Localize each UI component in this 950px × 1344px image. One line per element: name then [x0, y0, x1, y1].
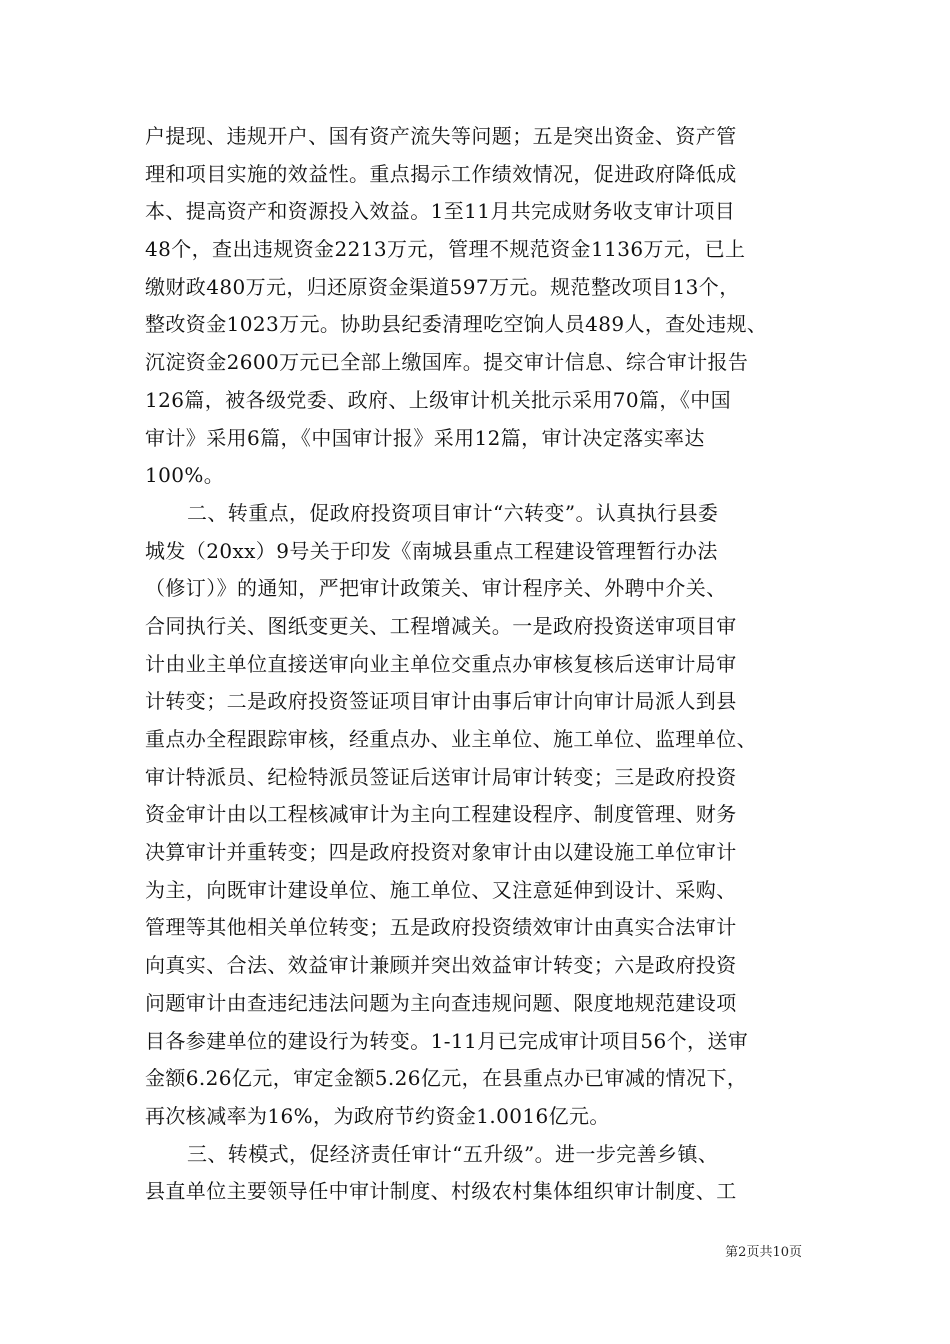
- text-line: 户提现、违规开户、国有资产流失等问题；五是突出资金、资产管: [145, 124, 737, 148]
- page-number-footer: 第2页共10页: [725, 1245, 802, 1260]
- text-line: 计由业主单位直接送审向业主单位交重点办审核复核后送审计局审: [145, 651, 737, 676]
- paragraph-first-line: 二、转重点，促政府投资项目审计“六转变”。认真执行县委: [187, 500, 719, 525]
- text-line: 决算审计并重转变；四是政府投资对象审计由以建设施工单位审计: [145, 840, 737, 865]
- text-line: 100%。: [145, 463, 225, 488]
- text-line: 目各参建单位的建设行为转变。1-11月已完成审计项目56个，送审: [145, 1028, 749, 1053]
- text-line: 审计》采用6篇，《中国审计报》采用12篇，审计决定落实率达: [145, 425, 705, 450]
- text-line: 重点办全程跟踪审核，经重点办、业主单位、施工单位、监理单位、: [145, 727, 757, 751]
- text-line: 整改资金1023万元。协助县纪委清理吃空饷人员489人，查处违规、: [145, 312, 768, 337]
- text-line: 计转变；二是政府投资签证项目审计由事后审计向审计局派人到县: [145, 689, 737, 714]
- text-line: 审计特派员、纪检特派员签证后送审计局审计转变；三是政府投资: [145, 764, 737, 789]
- text-line: 为主，向既审计建设单位、施工单位、又注意延伸到设计、采购、: [145, 877, 737, 902]
- text-line: 向真实、合法、效益审计兼顾并突出效益审计转变；六是政府投资: [145, 953, 737, 978]
- text-line: 管理等其他相关单位转变；五是政府投资绩效审计由真实合法审计: [145, 915, 737, 940]
- text-line: 合同执行关、图纸变更关、工程增减关。一是政府投资送审项目审: [145, 613, 737, 638]
- text-line: 再次核减率为16%，为政府节约资金1.0016亿元。: [145, 1103, 610, 1128]
- document-body: [145, 118, 825, 1211]
- text-line: 城发（20xx）9号关于印发《南城县重点工程建设管理暂行办法: [145, 538, 718, 563]
- text-line: 48个，查出违规资金2213万元，管理不规范资金1136万元，已上: [145, 237, 746, 262]
- text-line: 问题审计由查违纪违法问题为主向查违规问题、限度地规范建设项: [145, 990, 737, 1015]
- text-line: 缴财政480万元，归还原资金渠道597万元。规范整改项目13个，: [145, 274, 740, 299]
- text-line: 沉淀资金2600万元已全部上缴国库。提交审计信息、综合审计报告: [145, 350, 749, 375]
- text-line: 资金审计由以工程核减审计为主向工程建设程序、制度管理、财务: [145, 802, 737, 827]
- text-line: 理和项目实施的效益性。重点揭示工作绩效情况，促进政府降低成: [145, 161, 737, 186]
- text-line: 金额6.26亿元，审定金额5.26亿元，在县重点办已审减的情况下，: [145, 1066, 748, 1091]
- paragraph-first-line: 三、转模式，促经济责任审计“五升级”。进一步完善乡镇、: [187, 1141, 719, 1166]
- text-line: （修订）》的通知，严把审计政策关、审计程序关、外聘中介关、: [145, 576, 727, 601]
- text-line: 本、提高资产和资源投入效益。1至11月共完成财务收支审计项目: [145, 199, 736, 224]
- text-line: 126篇，被各级党委、政府、上级审计机关批示采用70篇，《中国: [145, 387, 732, 412]
- text-line: 县直单位主要领导任中审计制度、村级农村集体组织审计制度、工: [145, 1179, 737, 1204]
